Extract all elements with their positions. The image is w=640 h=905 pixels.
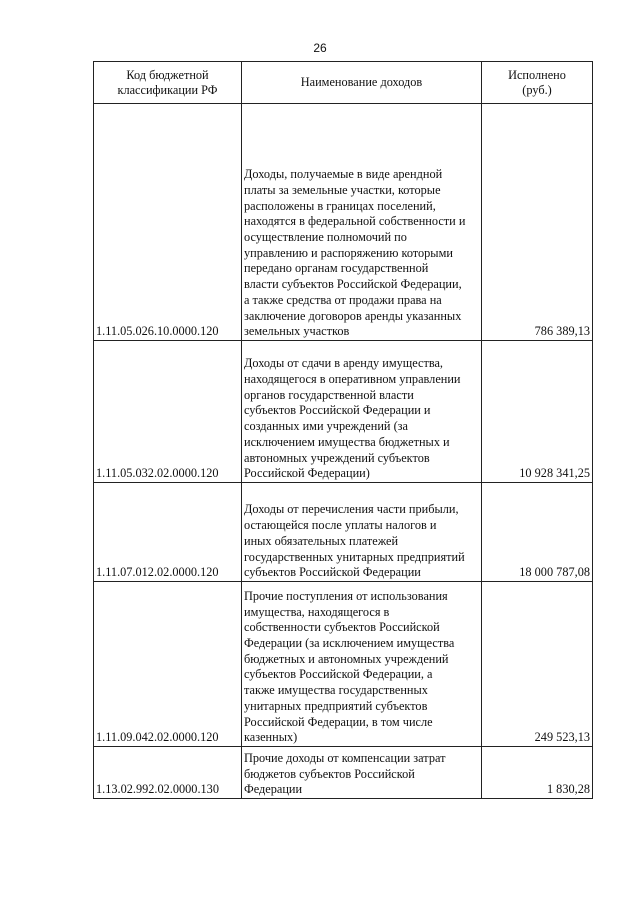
revenue-name-cell: Прочие поступления от использования имущества, находящегося в собственности субъектов Российской Федерации (за исключением имущества бюджетных и автономных учреждений субъектов Российской Федерации, а также имущества государственных унитарных предприятий субъектов Российской Федерации, в том числе казенных) xyxy=(242,582,482,747)
table-row xyxy=(94,341,593,483)
executed-amount-cell: 1 830,28 xyxy=(482,747,593,799)
table-row xyxy=(94,582,593,747)
revenue-name-cell: Доходы, получаемые в виде арендной платы за земельные участки, которые расположены в границах поселений, находятся в федеральной собственности и осуществление полномочий по управлению и распоряжению которыми передано органам государственной власти субъектов Российской Федерации, а также средства от продажи права на заключение договоров аренды указанных земельных участков xyxy=(242,104,482,341)
header-revenue-name: Наименование доходов xyxy=(242,62,482,104)
revenue-name-cell: Доходы от сдачи в аренду имущества, находящегося в оперативном управлении органов государственной власти субъектов Российской Федерации и созданных ими учреждений (за исключением имущества бюджетных и автономных учреждений субъектов Российской Федерации) xyxy=(242,341,482,483)
page-number: 26 xyxy=(313,41,327,55)
table-header-row xyxy=(94,62,593,104)
executed-amount-cell: 249 523,13 xyxy=(482,582,593,747)
executed-amount-cell: 18 000 787,08 xyxy=(482,483,593,582)
table-row xyxy=(94,483,593,582)
revenue-table xyxy=(93,61,593,799)
table-row xyxy=(94,747,593,799)
budget-code-cell: 1.13.02.992.02.0000.130 xyxy=(94,747,242,799)
budget-code-cell: 1.11.07.012.02.0000.120 xyxy=(94,483,242,582)
executed-amount-cell: 786 389,13 xyxy=(482,104,593,341)
budget-code-cell: 1.11.05.032.02.0000.120 xyxy=(94,341,242,483)
budget-code-cell: 1.11.05.026.10.0000.120 xyxy=(94,104,242,341)
revenue-name-cell: Доходы от перечисления части прибыли, остающейся после уплаты налогов и иных обязательных платежей государственных унитарных предприятий субъектов Российской Федерации xyxy=(242,483,482,582)
budget-code-cell: 1.11.09.042.02.0000.120 xyxy=(94,582,242,747)
executed-amount-cell: 10 928 341,25 xyxy=(482,341,593,483)
header-budget-code: Код бюджетной классификации РФ xyxy=(94,62,242,104)
revenue-name-cell: Прочие доходы от компенсации затрат бюджетов субъектов Российской Федерации xyxy=(242,747,482,799)
header-executed-amount: Исполнено (руб.) xyxy=(482,62,593,104)
table-row xyxy=(94,104,593,341)
